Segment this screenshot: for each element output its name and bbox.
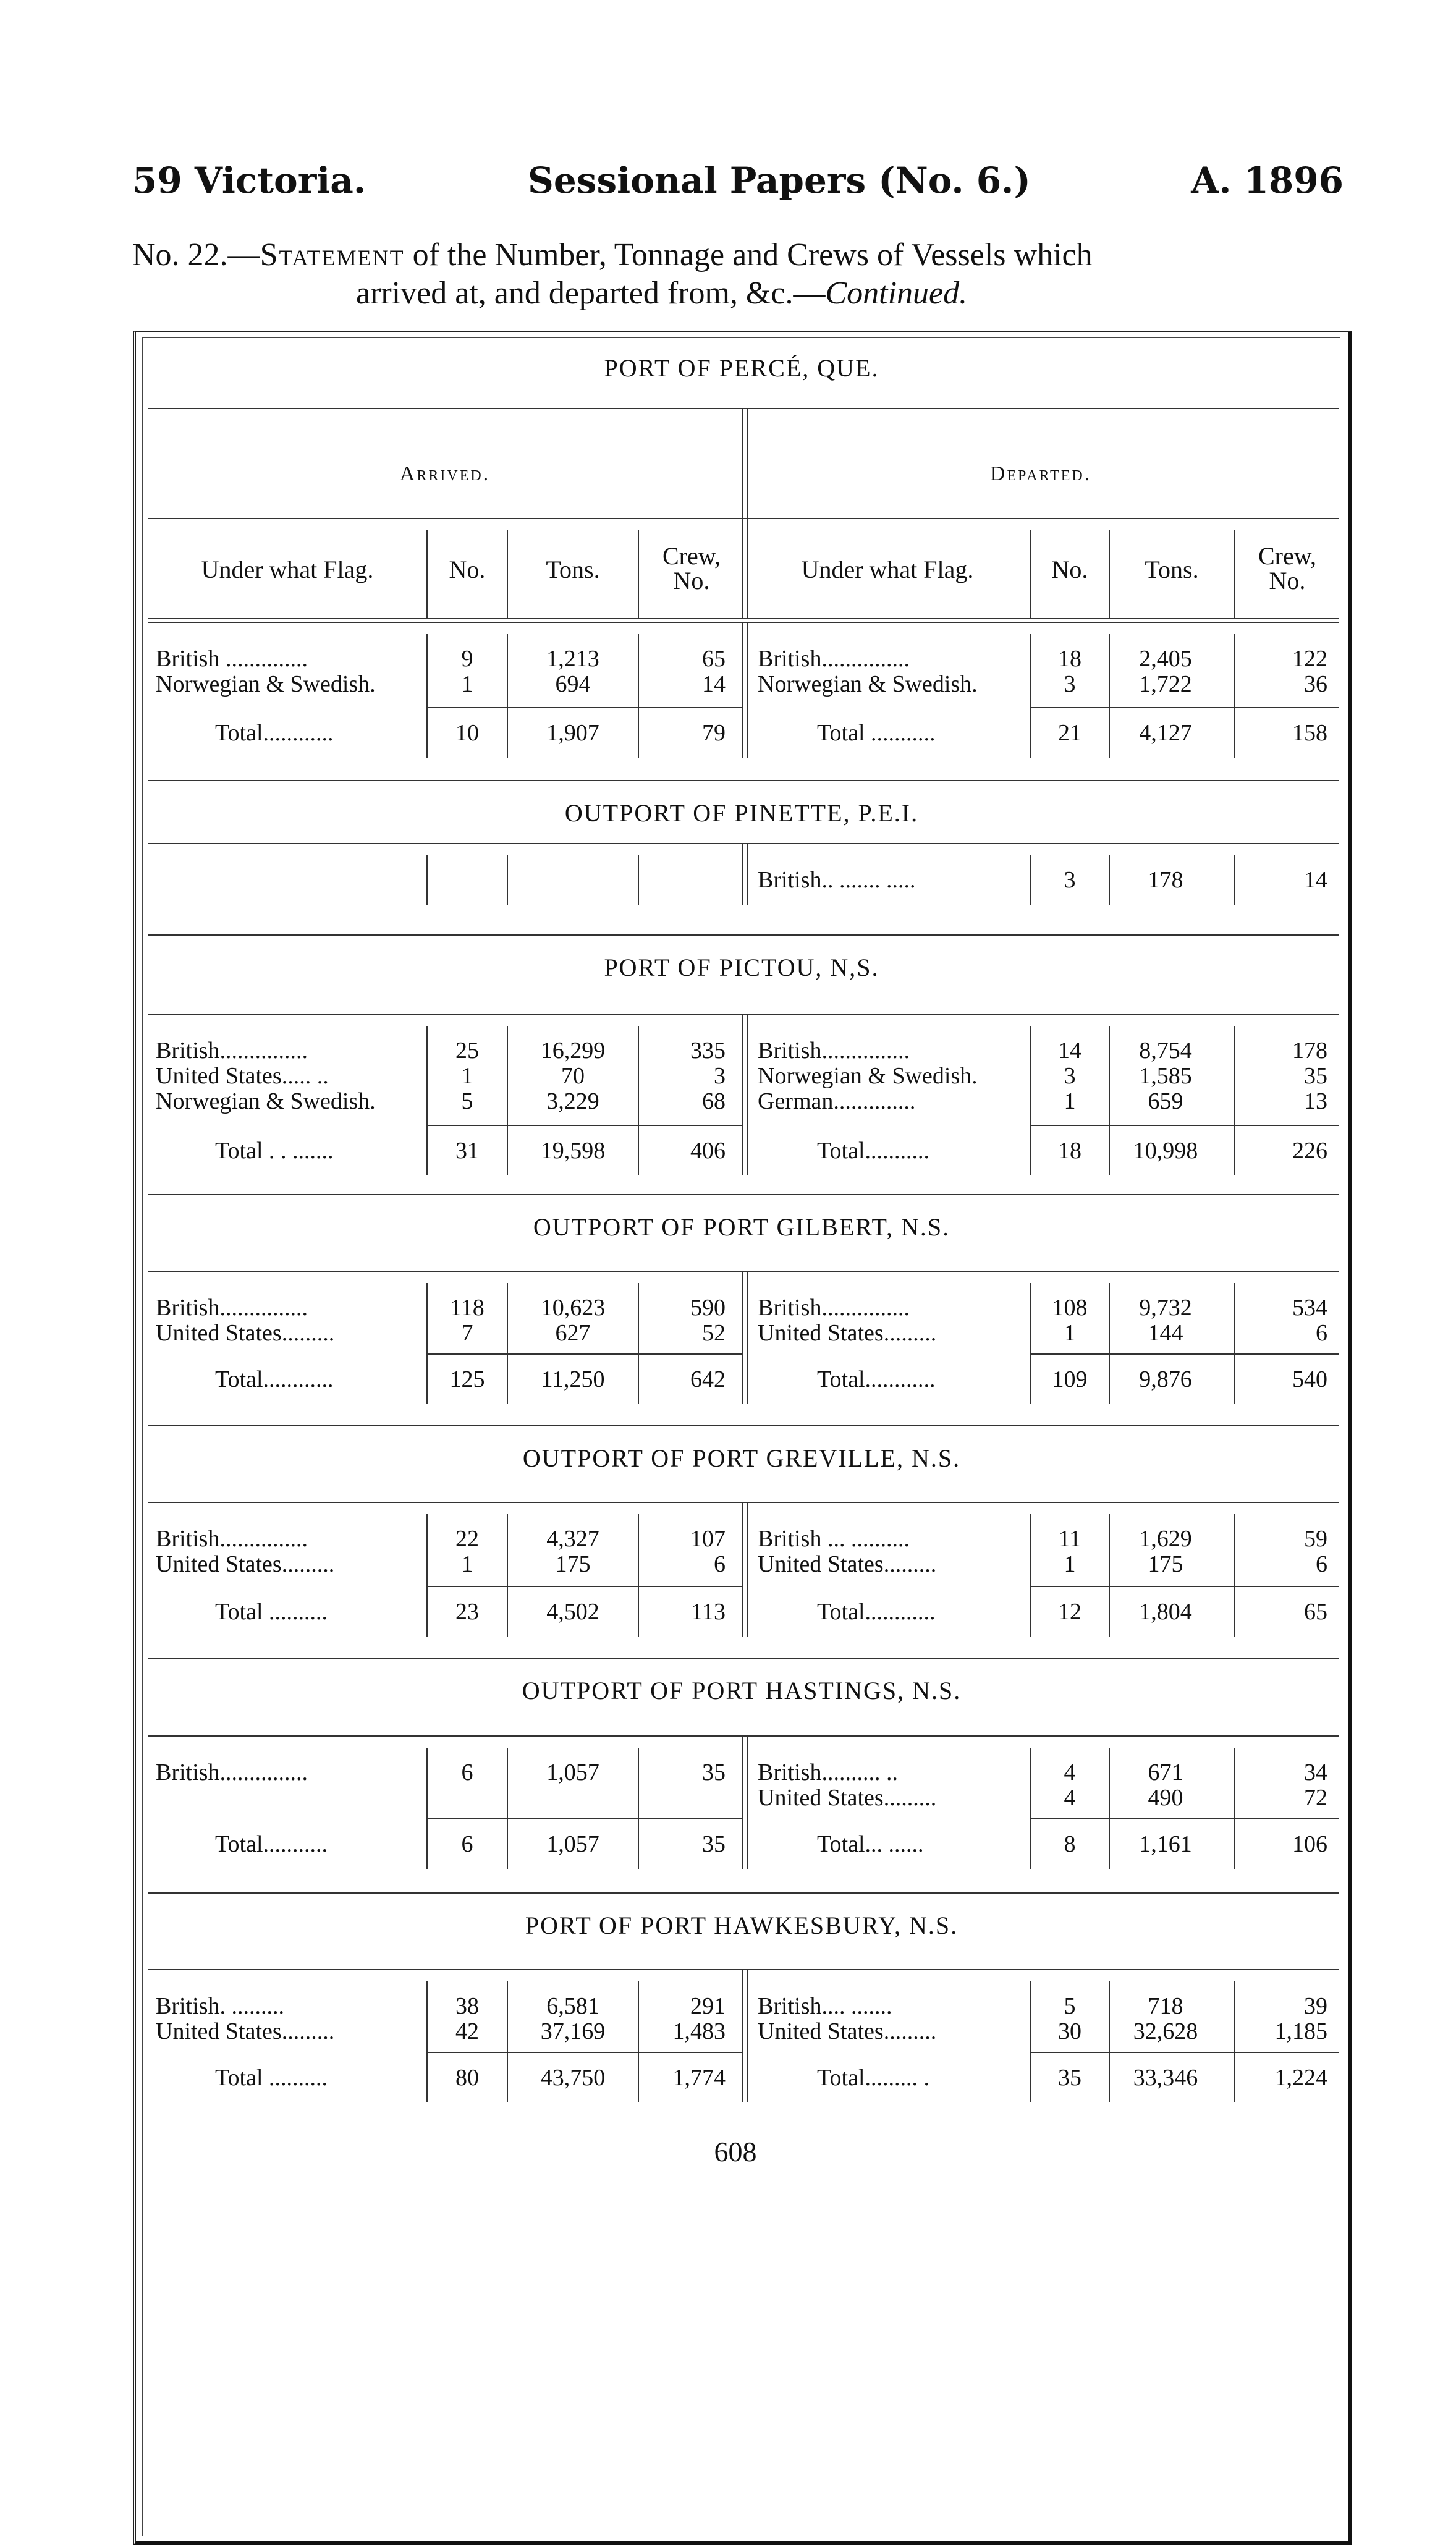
port-title: OUTPORT OF PORT HASTINGS, N.S.	[522, 1677, 962, 1704]
arrived-total-tons: 19,598	[540, 1138, 606, 1164]
departed-total-tons: 1,804	[1139, 1599, 1192, 1625]
header-volume: 59 Victoria.	[132, 159, 366, 201]
arrived-tons-cell: 1,213	[546, 646, 599, 672]
arrived-total-crew: 113	[691, 1599, 726, 1625]
arrived-total-no: 6	[461, 1831, 473, 1857]
arrived-tons-cell: 4,327	[546, 1526, 599, 1552]
departed-tons-cell: 175	[1148, 1551, 1183, 1577]
arrived-total-tons: 1,057	[546, 1831, 599, 1857]
departed-crew-cell: 72	[1304, 1785, 1327, 1811]
arrived-crew-cell: 14	[702, 671, 726, 697]
departed-flag-cell: United States.........	[758, 1551, 937, 1577]
departed-crew-cell: 34	[1304, 1759, 1327, 1785]
departed-flag-cell: British.......... ..	[758, 1759, 898, 1785]
arrived-total-no: 31	[455, 1138, 479, 1164]
arrived-flag-cell: British. .........	[156, 1993, 284, 2019]
departed-no-cell: 11	[1058, 1526, 1081, 1552]
port-title: OUTPORT OF PORT GILBERT, N.S.	[533, 1213, 950, 1241]
header-series: Sessional Papers (No. 6.)	[528, 159, 1031, 201]
departed-flag-cell: United States.........	[758, 2018, 937, 2044]
departed-tons-cell: 490	[1148, 1785, 1183, 1811]
departed-tons-cell: 144	[1148, 1320, 1183, 1346]
departed-total-tons: 4,127	[1139, 720, 1192, 746]
arrived-total-rule	[428, 1586, 742, 1587]
departed-tons-cell: 1,585	[1139, 1063, 1192, 1089]
departed-flag-cell: British ... ..........	[758, 1526, 910, 1552]
arrived-tons-cell: 627	[555, 1320, 591, 1346]
arrived-total-label: Total . . .......	[215, 1138, 334, 1164]
arrived-total-label: Total............	[215, 1366, 334, 1392]
departed-total-rule	[1031, 707, 1339, 708]
statement-text-1: of the Number, Tonnage and Crews of Vessels which	[404, 237, 1093, 273]
departed-tons-cell: 9,732	[1139, 1295, 1192, 1321]
departed-total-no: 35	[1058, 2065, 1081, 2091]
departed-total-tons: 10,998	[1133, 1138, 1198, 1164]
arrived-crew-cell: 65	[702, 646, 726, 672]
arrived-crew-cell: 335	[690, 1038, 726, 1064]
departed-crew-header-line2: No.	[1269, 567, 1306, 595]
arrived-total-no: 125	[449, 1366, 485, 1392]
arrived-total-crew: 1,774	[672, 2065, 726, 2091]
arrived-flag-cell: United States..... ..	[156, 1063, 329, 1089]
departed-total-crew: 106	[1292, 1831, 1327, 1857]
center-divider	[742, 622, 748, 758]
column-divider-header-4	[1109, 530, 1110, 618]
arrived-no-cell: 1	[461, 1063, 473, 1089]
arrived-total-no: 80	[455, 2065, 479, 2091]
arrived-no-cell: 38	[455, 1993, 479, 2019]
arrived-heading: Arrived.	[399, 462, 491, 485]
departed-no-cell: 30	[1058, 2018, 1081, 2044]
center-divider-header	[742, 408, 748, 618]
departed-crew-cell: 6	[1316, 1320, 1327, 1346]
arrived-flag-cell: British...............	[156, 1526, 308, 1552]
departed-total-label: Total............	[817, 1599, 936, 1625]
rule-under-column-headers	[148, 618, 1339, 619]
page-number: 608	[714, 2136, 757, 2167]
arrived-crew-cell: 6	[714, 1551, 726, 1577]
arrived-flag-cell: British ..............	[156, 646, 308, 672]
departed-no-cell: 18	[1058, 646, 1081, 672]
arrived-flag-cell: United States.........	[156, 2018, 335, 2044]
arrived-crew-cell: 107	[690, 1526, 726, 1552]
statement-line-2	[132, 274, 1356, 313]
departed-flag-cell: British.... .......	[758, 1993, 892, 2019]
arrived-tons-cell: 3,229	[546, 1088, 599, 1114]
departed-crew-header-line1: Crew,	[1258, 542, 1317, 570]
departed-crew-cell: 122	[1292, 646, 1327, 672]
departed-no-cell: 1	[1064, 1551, 1076, 1577]
departed-crew-cell: 13	[1304, 1088, 1327, 1114]
center-divider	[742, 1014, 748, 1175]
arrived-no-cell: 25	[455, 1038, 479, 1064]
departed-no-cell: 4	[1064, 1759, 1076, 1785]
arrived-flag-cell: United States.........	[156, 1320, 335, 1346]
departed-no-cell: 3	[1064, 671, 1076, 697]
port-title: OUTPORT OF PORT GREVILLE, N.S.	[522, 1444, 961, 1472]
arrived-total-tons: 4,502	[546, 1599, 599, 1625]
arrived-crew-header	[639, 544, 744, 593]
departed-tons-cell: 2,405	[1139, 646, 1192, 672]
arrived-no-cell: 7	[461, 1320, 473, 1346]
arrived-crew-cell: 291	[690, 1993, 726, 2019]
departed-total-label: Total ...........	[817, 720, 936, 746]
departed-total-label: Total...........	[817, 1138, 930, 1164]
departed-flag-cell: Norwegian & Swedish.	[758, 1063, 978, 1089]
port-title: OUTPORT OF PINETTE, P.E.I.	[564, 799, 919, 827]
column-divider-2	[638, 855, 639, 905]
section-top-rule	[148, 1892, 1339, 1894]
section-top-rule	[148, 934, 1339, 936]
arrived-total-label: Total............	[215, 720, 334, 746]
port-title: PORT OF PICTOU, N,S.	[604, 954, 879, 981]
departed-flag-cell: United States.........	[758, 1785, 937, 1811]
arrived-tons-cell: 37,169	[540, 2018, 606, 2044]
arrived-tons-header: Tons.	[546, 556, 600, 583]
arrived-flag-cell: British...............	[156, 1295, 308, 1321]
departed-total-rule	[1031, 1125, 1339, 1126]
departed-total-no: 109	[1052, 1366, 1088, 1392]
arrived-total-rule	[428, 1353, 742, 1355]
departed-total-crew: 65	[1304, 1599, 1327, 1625]
column-divider-1	[507, 855, 508, 905]
departed-crew-cell: 14	[1304, 867, 1327, 893]
departed-crew-cell: 39	[1304, 1993, 1327, 2019]
arrived-crew-header-line1: Crew,	[662, 542, 721, 570]
section-top-rule	[148, 1194, 1339, 1195]
center-divider	[742, 1735, 748, 1869]
statement-title	[132, 236, 1356, 313]
column-divider-header-3	[1030, 530, 1031, 618]
arrived-total-tons: 11,250	[541, 1366, 605, 1392]
departed-no-cell: 5	[1064, 1993, 1076, 2019]
departed-tons-cell: 1,629	[1139, 1526, 1192, 1552]
departed-no-cell: 1	[1064, 1320, 1076, 1346]
departed-flag-cell: Norwegian & Swedish.	[758, 671, 978, 697]
arrived-no-cell: 1	[461, 671, 473, 697]
section-top-rule	[148, 1658, 1339, 1659]
arrived-total-rule	[428, 707, 742, 708]
arrived-flag-cell: British...............	[156, 1759, 308, 1785]
arrived-total-no: 10	[455, 720, 479, 746]
departed-flag-header: Under what Flag.	[801, 556, 974, 583]
port-title: PORT OF PERCÉ, QUE.	[604, 354, 879, 382]
arrived-total-label: Total ..........	[215, 1599, 328, 1625]
departed-flag-cell: British...............	[758, 1038, 910, 1064]
departed-crew-cell: 36	[1304, 671, 1327, 697]
departed-crew-cell: 35	[1304, 1063, 1327, 1089]
center-divider	[742, 1502, 748, 1637]
arrived-no-header: No.	[449, 556, 486, 583]
departed-total-crew: 158	[1292, 720, 1327, 746]
departed-no-cell: 3	[1064, 867, 1076, 893]
departed-tons-cell: 178	[1148, 867, 1183, 893]
column-divider-header-1	[507, 530, 508, 618]
center-divider	[742, 843, 748, 905]
running-header	[132, 159, 1344, 209]
departed-no-cell: 1	[1064, 1088, 1076, 1114]
departed-crew-cell: 534	[1292, 1295, 1327, 1321]
departed-flag-cell: German..............	[758, 1088, 916, 1114]
departed-total-rule	[1031, 1353, 1339, 1355]
section-top-rule	[148, 1425, 1339, 1426]
center-divider	[742, 1271, 748, 1404]
departed-total-crew: 540	[1292, 1366, 1327, 1392]
departed-no-cell: 14	[1058, 1038, 1081, 1064]
statement-continued: Continued.	[825, 276, 968, 311]
arrived-flag-header: Under what Flag.	[201, 556, 374, 583]
departed-heading: Departed.	[989, 462, 1092, 485]
departed-total-crew: 226	[1292, 1138, 1327, 1164]
arrived-tons-cell: 70	[561, 1063, 585, 1089]
statement-text-2: arrived at, and departed from, &c.—	[356, 276, 826, 311]
departed-no-header: No.	[1051, 556, 1088, 583]
departed-total-crew: 1,224	[1274, 2065, 1327, 2091]
arrived-flag-cell: British...............	[156, 1038, 308, 1064]
arrived-crew-cell: 1,483	[672, 2018, 726, 2044]
arrived-no-cell: 22	[455, 1526, 479, 1552]
arrived-tons-cell: 694	[555, 671, 591, 697]
departed-total-rule	[1031, 1818, 1339, 1819]
statement-keyword: Statement	[260, 237, 405, 273]
arrived-total-no: 23	[455, 1599, 479, 1625]
arrived-total-label: Total...........	[215, 1831, 328, 1857]
arrived-crew-cell: 590	[690, 1295, 726, 1321]
column-divider-header-0	[426, 530, 428, 618]
arrived-total-rule	[428, 1818, 742, 1819]
arrived-tons-cell: 1,057	[546, 1759, 599, 1785]
arrived-crew-cell: 35	[702, 1759, 726, 1785]
departed-tons-cell: 671	[1148, 1759, 1183, 1785]
arrived-tons-cell: 16,299	[540, 1038, 606, 1064]
arrived-crew-cell: 52	[702, 1320, 726, 1346]
column-divider-header-2	[638, 530, 639, 618]
arrived-no-cell: 6	[461, 1759, 473, 1785]
departed-tons-cell: 8,754	[1139, 1038, 1192, 1064]
departed-crew-cell: 59	[1304, 1526, 1327, 1552]
departed-total-label: Total......... .	[817, 2065, 930, 2091]
departed-total-tons: 33,346	[1133, 2065, 1198, 2091]
departed-tons-cell: 718	[1148, 1993, 1183, 2019]
departed-crew-cell: 6	[1316, 1551, 1327, 1577]
departed-flag-cell: British...............	[758, 646, 910, 672]
departed-no-cell: 108	[1052, 1295, 1088, 1321]
departed-tons-header: Tons.	[1145, 556, 1199, 583]
column-divider-0	[426, 855, 428, 905]
arrived-flag-cell: Norwegian & Swedish.	[156, 671, 376, 697]
arrived-total-tons: 43,750	[540, 2065, 606, 2091]
arrived-total-tons: 1,907	[546, 720, 599, 746]
statement-line-1	[132, 236, 1356, 274]
header-year: A. 1896	[1191, 159, 1344, 201]
arrived-crew-cell: 3	[714, 1063, 726, 1089]
departed-no-cell: 3	[1064, 1063, 1076, 1089]
departed-total-rule	[1031, 1586, 1339, 1587]
arrived-total-rule	[428, 1125, 742, 1126]
port-title: PORT OF PORT HAWKESBURY, N.S.	[525, 1912, 959, 1939]
departed-crew-header	[1235, 544, 1340, 593]
departed-tons-cell: 32,628	[1133, 2018, 1198, 2044]
statement-number: No. 22.—	[132, 237, 260, 273]
departed-flag-cell: United States.........	[758, 1320, 937, 1346]
departed-total-label: Total............	[817, 1366, 936, 1392]
arrived-total-crew: 406	[690, 1138, 726, 1164]
arrived-tons-cell: 175	[555, 1551, 591, 1577]
departed-tons-cell: 1,722	[1139, 671, 1192, 697]
arrived-crew-cell: 68	[702, 1088, 726, 1114]
departed-total-no: 8	[1064, 1831, 1076, 1857]
departed-crew-cell: 1,185	[1274, 2018, 1327, 2044]
arrived-no-cell: 1	[461, 1551, 473, 1577]
departed-tons-cell: 659	[1148, 1088, 1183, 1114]
departed-no-cell: 4	[1064, 1785, 1076, 1811]
section-top-rule	[148, 780, 1339, 781]
departed-flag-cell: British.. ....... .....	[758, 867, 916, 893]
arrived-tons-cell: 10,623	[540, 1295, 606, 1321]
arrived-total-rule	[428, 2052, 742, 2053]
departed-total-label: Total... ......	[817, 1831, 924, 1857]
arrived-tons-cell: 6,581	[546, 1993, 599, 2019]
departed-total-rule	[1031, 2052, 1339, 2053]
arrived-total-crew: 79	[702, 720, 726, 746]
arrived-crew-header-line2: No.	[673, 567, 710, 595]
departed-total-no: 18	[1058, 1138, 1081, 1164]
arrived-total-crew: 642	[690, 1366, 726, 1392]
column-divider-header-5	[1234, 530, 1235, 618]
departed-total-no: 12	[1058, 1599, 1081, 1625]
departed-total-tons: 1,161	[1139, 1831, 1192, 1857]
departed-crew-cell: 178	[1292, 1038, 1327, 1064]
departed-total-tons: 9,876	[1139, 1366, 1192, 1392]
arrived-total-crew: 35	[702, 1831, 726, 1857]
arrived-no-cell: 5	[461, 1088, 473, 1114]
arrived-no-cell: 118	[450, 1295, 485, 1321]
arrived-no-cell: 42	[455, 2018, 479, 2044]
arrived-flag-cell: United States.........	[156, 1551, 335, 1577]
arrived-no-cell: 9	[461, 646, 473, 672]
departed-flag-cell: British...............	[758, 1295, 910, 1321]
arrived-flag-cell: Norwegian & Swedish.	[156, 1088, 376, 1114]
arrived-total-label: Total ..........	[215, 2065, 328, 2091]
departed-total-no: 21	[1058, 720, 1081, 746]
center-divider	[742, 1969, 748, 2102]
